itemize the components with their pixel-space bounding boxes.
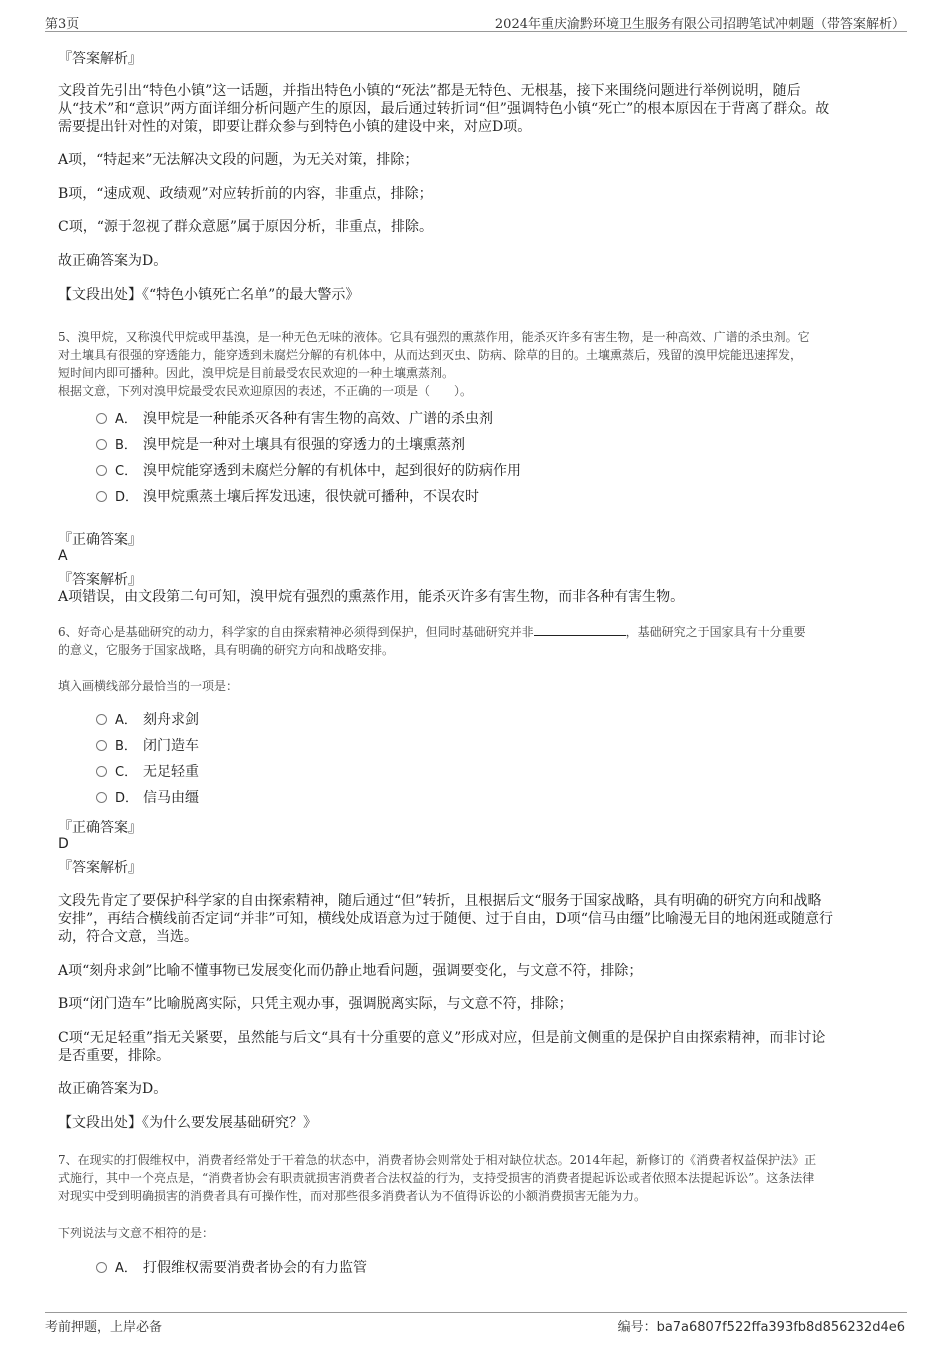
q6-analysis-label: 『答案解析』 — [58, 860, 142, 876]
radio-button[interactable] — [96, 439, 107, 450]
q5-answer-label: 『正确答案』 — [58, 532, 142, 548]
q4-source: 【文段出处】《“特色小镇死亡名单”的最大警示》 — [58, 287, 360, 303]
q4-analysis — [58, 82, 890, 136]
q4-analysis-line: 从“技术”和“意识”两方面详细分析问题产生的原因，最后通过转折词“但”强调特色小镇“死亡”的根本原因在于背离了群众。故 — [58, 101, 830, 117]
page-header — [45, 9, 907, 32]
q6-prompt: 填入画横线部分最恰当的一项是： — [58, 679, 239, 693]
q4-note-a: A项，“特起来”无法解决文段的问题，为无关对策，排除； — [58, 152, 419, 168]
q5-option-d[interactable]: D． 溴甲烷熏蒸土壤后挥发迅速，很快就可播种，不误农时 — [96, 488, 479, 508]
q6-note-b: B项“闭门造车”比喻脱离实际，只凭主观办事，强调脱离实际，与文意不符，排除； — [58, 996, 573, 1012]
document-title: 2024年重庆渝黔环境卫生服务有限公司招聘笔试冲刺题（带答案解析） — [494, 17, 905, 32]
q6-option-b[interactable]: B． 闭门造车 — [96, 737, 199, 757]
radio-button[interactable] — [96, 792, 107, 803]
q6-analysis-line: 安排”，再结合横线前否定词“并非”可知，横线处成语意为过于随便、过于自由，D项“信马由缰”比喻漫无目的地闲逛或随意行 — [58, 911, 834, 927]
q5-option-b[interactable]: B． 溴甲烷是一种对土壤具有很强的穿透力的土壤熏蒸剂 — [96, 436, 465, 456]
radio-button[interactable] — [96, 766, 107, 777]
q6-answer: D — [58, 836, 69, 852]
q6-option-c[interactable]: C． 无足轻重 — [96, 763, 199, 783]
q6-answer-label: 『正确答案』 — [58, 820, 142, 836]
q6-option-a[interactable]: A． 刻舟求剑 — [96, 711, 199, 731]
q5-stem — [58, 328, 903, 400]
radio-button[interactable] — [96, 413, 107, 424]
q5-option-c[interactable]: C． 溴甲烷能穿透到未腐烂分解的有机体中，起到很好的防病作用 — [96, 462, 521, 482]
answer-blank — [534, 623, 626, 636]
q7-stem-line: 7、在现实的打假维权中，消费者经常处于干着急的状态中，消费者协会则常处于相对缺位状态。2014年起，新修订的《消费者权益保护法》正 — [58, 1153, 817, 1167]
radio-button[interactable] — [96, 714, 107, 725]
q5-stem-line: 对土壤具有很强的穿透能力，能穿透到未腐烂分解的有机体中，从而达到灭虫、防病、除草的目的。土壤熏蒸后，残留的溴甲烷能迅速挥发， — [58, 348, 803, 362]
q6-conclusion: 故正确答案为D。 — [58, 1081, 168, 1097]
q4-analysis-line: 需要提出针对性的对策，即要让群众参与到特色小镇的建设中来，对应D项。 — [58, 119, 532, 135]
q5-answer: A — [58, 548, 68, 564]
q5-stem-line: 短时间内即可播种。因此，溴甲烷是目前最受农民欢迎的一种土壤熏蒸剂。 — [58, 366, 455, 380]
document-id: 编号：ba7a6807f522ffa393fb8d856232d4e6 — [617, 1320, 905, 1335]
page-number: 第3页 — [45, 17, 80, 32]
q7-stem-line: 式施行，其中一个亮点是，“消费者协会有职责就损害消费者合法权益的行为，支持受损害的消费者提起诉讼或者依照本法提起诉讼”。这条法律 — [58, 1171, 815, 1185]
q4-analysis-line: 文段首先引出“特色小镇”这一话题，并指出特色小镇的“死法”都是无特色、无根基，接下来围绕问题进行举例说明，随后 — [58, 83, 801, 99]
q4-note-c: C项，“源于忽视了群众意愿”属于原因分析，非重点，排除。 — [58, 219, 434, 235]
q4-note-b: B项，“速成观、政绩观”对应转折前的内容，非重点，排除； — [58, 186, 433, 202]
q4-analysis-label: 『答案解析』 — [58, 51, 142, 67]
q5-option-a[interactable]: A． 溴甲烷是一种能杀灭各种有害生物的高效、广谱的杀虫剂 — [96, 410, 493, 430]
q6-note-c: C项“无足轻重”指无关紧要，虽然能与后文“具有十分重要的意义”形成对应，但是前文侧重的是保护自由探索精神，而非讨论 是否重要，排除。 — [58, 1030, 826, 1064]
radio-button[interactable] — [96, 740, 107, 751]
q7-stem-line: 对现实中受到明确损害的消费者具有可操作性，而对那些很多消费者认为不值得诉讼的小额消费损害无能为力。 — [58, 1189, 647, 1203]
q7-stem — [58, 1151, 903, 1205]
q6-option-d[interactable]: D． 信马由缰 — [96, 789, 199, 809]
q5-analysis-label: 『答案解析』 — [58, 572, 142, 588]
q6-analysis — [58, 892, 890, 946]
q4-conclusion: 故正确答案为D。 — [58, 253, 168, 269]
q6-source: 【文段出处】《为什么要发展基础研究？》 — [58, 1115, 317, 1131]
q5-stem-line: 根据文意，下列对溴甲烷最受农民欢迎原因的表述，不正确的一项是（ ）。 — [58, 384, 473, 398]
q7-option-a[interactable]: A． 打假维权需要消费者协会的有力监管 — [96, 1259, 367, 1279]
q7-prompt: 下列说法与文意不相符的是： — [58, 1226, 215, 1240]
q6-analysis-line: 文段先肯定了要保护科学家的自由探索精神，随后通过“但”转折，且根据后文“服务于国家战略，具有明确的研究方向和战略 — [58, 893, 822, 909]
q5-stem-line: 5、溴甲烷，又称溴代甲烷或甲基溴，是一种无色无味的液体。它具有强烈的熏蒸作用，能杀灭许多有害生物，是一种高效、广谱的杀虫剂。它 — [58, 330, 810, 344]
radio-button[interactable] — [96, 491, 107, 502]
q6-stem: 6、好奇心是基础研究的动力，科学家的自由探索精神必须得到保护，但同时基础研究并非 ，基础研究之于国家具有十分重要 的意义，它服务于国家战略，具有明确的研究方向和战略安排。 — [58, 625, 806, 657]
radio-button[interactable] — [96, 465, 107, 476]
page-footer — [45, 1312, 907, 1335]
radio-button[interactable] — [96, 1262, 107, 1273]
footer-slogan: 考前押题，上岸必备 — [45, 1320, 163, 1335]
q6-note-a: A项“刻舟求剑”比喻不懂事物已发展变化而仍静止地看问题，强调要变化，与文意不符，排除； — [58, 963, 643, 979]
q6-analysis-line: 动，符合文意，当选。 — [58, 929, 198, 945]
q5-analysis: A项错误，由文段第二句可知，溴甲烷有强烈的熏蒸作用，能杀灭许多有害生物，而非各种有害生物。 — [58, 589, 685, 605]
